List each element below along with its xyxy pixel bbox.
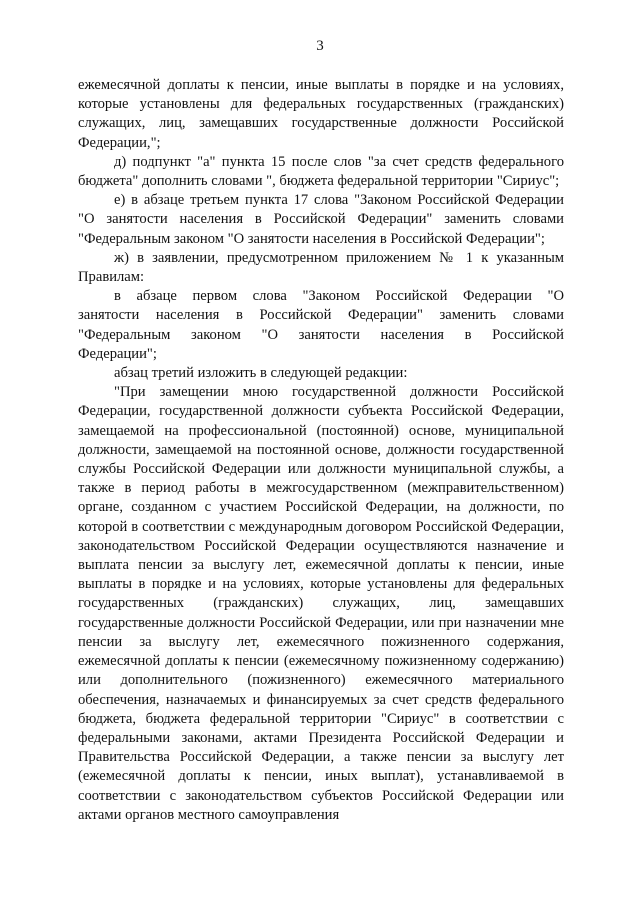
page-number: 3 (316, 38, 324, 54)
paragraph-first-abzats: в абзаце первом слова "Законом Российской Федерации "О занятости населения в Российской Федерации" заменить словами "Федеральным законом "О занятости населения в Российской Федерации"; (78, 288, 564, 362)
paragraph-new-wording: "При замещении мною государственной должности Российской Федерации, государственной должности субъекта Российской Федерации, замещаемой на профессиональной (постоянной) основе, муниципальной должности, замещаемой на постоянной основе, должности государственной службы Российской Федерации или должности муниципальной службы, а также в период работы в межгосударственном (межправительственном) органе, созданном с участием Российской Федерации, на должности, по которой в соответствии с международным договором Российской Федерации, законодательством Российской Федерации осуществляются назначение и выплата пенсии за выслугу лет, ежемесячной доплаты к пенсии, иные выплаты в порядке и на условиях, которые установлены для федеральных государственных (гражданских) служащих, лиц, замещавших государственные должности Российской Федерации, или при назначении мне пенсии за выслугу лет, ежемесячного пожизненного содержания, ежемесячной доплаты к пенсии (ежемесячному пожизненному содержанию) или дополнительного (пожизненного) ежемесячного материального обеспечения, назначаемых и финансируемых за счет средств федерального бюджета, бюджета федеральной территории "Сириус" в соответствии с федеральными законами, актами Президента Российской Федерации и Правительства Российской Федерации, а также пенсии за выслугу лет (ежемесячной доплаты к пенсии, иных выплат), устанавливаемой в соответствии с законодательством субъектов Российской Федерации или актами органов местного самоуправления (78, 384, 564, 823)
paragraph-third-abzats-heading: абзац третий изложить в следующей редакции: (114, 365, 408, 382)
paragraph-pension-intro: ежемесячной доплаты к пенсии, иные выплаты в порядке и на условиях, которые установлены для федеральных государственных (гражданских) служащих, лиц, замещавших государственные должности Российской Федерации,"; (78, 77, 564, 151)
document-body (78, 76, 564, 825)
paragraph-item-zh: ж) в заявлении, предусмотренном приложением № 1 к указанным Правилам: (78, 249, 564, 286)
paragraph-item-e: е) в абзаце третьем пункта 17 слова "Законом Российской Федерации "О занятости населения в Российской Федерации" заменить словами "Федеральным законом "О занятости населения в Российской Федерации"; (78, 192, 564, 247)
paragraph-item-d: д) подпункт "а" пункта 15 после слов "за счет средств федерального бюджета" дополнить словами ", бюджета федеральной территории "Сириус"; (78, 153, 564, 190)
